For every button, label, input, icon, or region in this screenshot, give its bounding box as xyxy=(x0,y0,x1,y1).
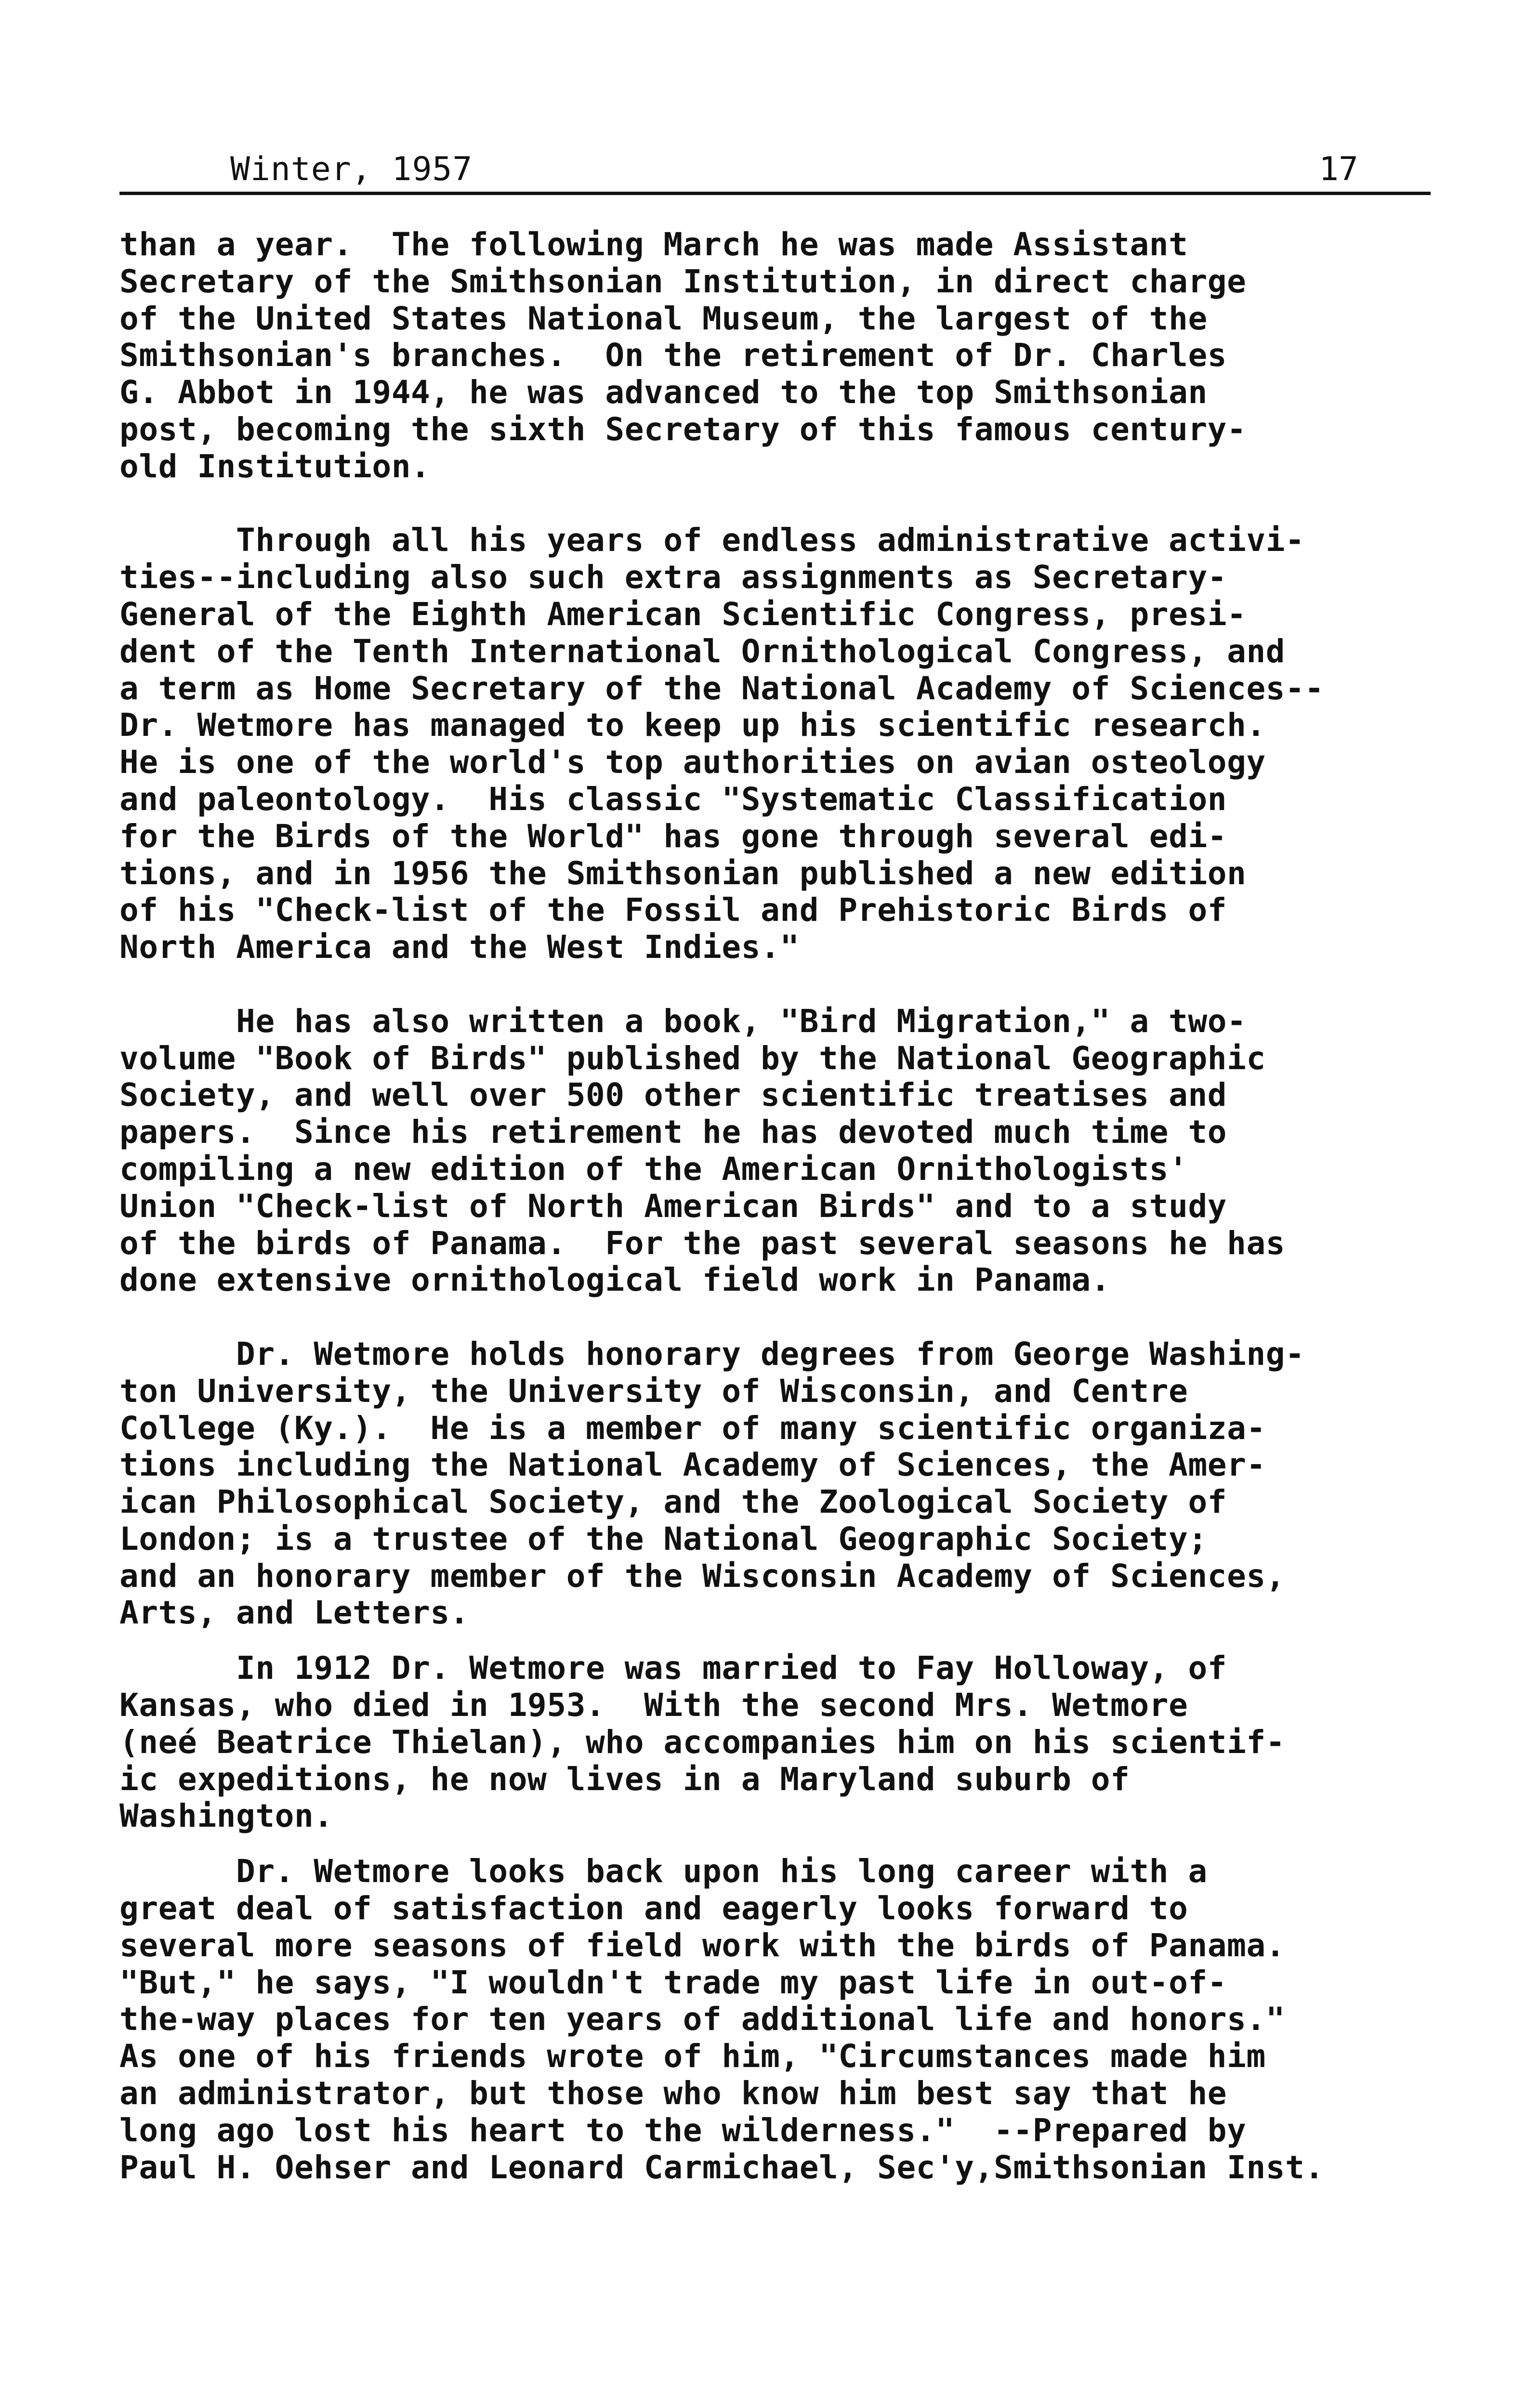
text-line: dent of the Tenth International Ornithological Congress, and xyxy=(119,632,1286,670)
running-title: Winter, 1957 xyxy=(230,150,473,188)
text-line: He is one of the world's top authorities on avian osteology xyxy=(119,744,1266,781)
header-rule xyxy=(119,192,1431,195)
paragraph xyxy=(119,522,1497,966)
text-line: London; is a trustee of the National Geographic Society; xyxy=(119,1520,1208,1557)
paragraph-gap xyxy=(119,966,1497,1003)
text-line: several more seasons of field work with the birds of Panama. xyxy=(119,1926,1286,1964)
text-line: Kansas, who died in 1953. With the second Mrs. Wetmore xyxy=(119,1687,1188,1724)
text-line: Union "Check-list of North American Birds" and to a study xyxy=(119,1187,1227,1225)
text-line: He has also written a book, "Bird Migration," a two- xyxy=(119,1002,1247,1040)
paragraph-gap xyxy=(119,485,1497,523)
text-line: College (Ky.). He is a member of many scientific organiza- xyxy=(119,1409,1266,1447)
text-line: of his "Check-list of the Fossil and Prehistoric Birds of xyxy=(119,891,1227,929)
paragraph-gap xyxy=(119,1835,1497,1853)
article-body xyxy=(119,226,1497,2186)
text-line: Smithsonian's branches. On the retirement of Dr. Charles xyxy=(119,337,1227,374)
paragraph-gap xyxy=(119,1632,1497,1650)
text-line: Through all his years of endless administrative activi- xyxy=(119,522,1305,559)
text-line: Secretary of the Smithsonian Institution, in direct charge xyxy=(119,262,1247,300)
paragraph xyxy=(119,1853,1497,2186)
text-line: tions including the National Academy of Sciences, the Amer- xyxy=(119,1446,1266,1484)
text-line: Dr. Wetmore looks back upon his long career with a xyxy=(119,1853,1208,1890)
text-line: compiling a new edition of the American Ornithologists' xyxy=(119,1150,1188,1188)
text-line: As one of his friends wrote of him, "Circumstances made him xyxy=(119,2038,1266,2075)
text-line: of the birds of Panama. For the past several seasons he has xyxy=(119,1224,1286,1262)
text-line: Paul H. Oehser and Leonard Carmichael, Sec'y,Smithsonian Inst. xyxy=(119,2148,1324,2186)
text-line: Dr. Wetmore has managed to keep up his scientific research. xyxy=(119,707,1266,744)
text-line: for the Birds of the World" has gone through several edi- xyxy=(119,817,1227,855)
text-line: In 1912 Dr. Wetmore was married to Fay Holloway, of xyxy=(119,1649,1227,1687)
text-line: North America and the West Indies." xyxy=(119,929,800,966)
text-line: Dr. Wetmore holds honorary degrees from George Washing- xyxy=(119,1335,1305,1373)
text-line: the-way places for ten years of additional life and honors." xyxy=(119,2001,1286,2038)
text-line: of the United States National Museum, the largest of the xyxy=(119,300,1208,337)
page-number: 17 xyxy=(1319,150,1358,188)
paragraph-gap xyxy=(119,1299,1497,1336)
text-line: done extensive ornithological field work in Panama. xyxy=(119,1261,1111,1299)
text-line: General of the Eighth American Scientific Congress, presi- xyxy=(119,595,1247,633)
text-line: ton University, the University of Wisconsin, and Centre xyxy=(119,1372,1188,1410)
paragraph xyxy=(119,1003,1497,1299)
paragraph xyxy=(119,1650,1497,1835)
text-line: papers. Since his retirement he has devoted much time to xyxy=(119,1113,1227,1151)
text-line: tions, and in 1956 the Smithsonian published a new edition xyxy=(119,854,1247,892)
page-header xyxy=(119,150,1431,189)
text-line: post, becoming the sixth Secretary of this famous century- xyxy=(119,410,1247,448)
text-line: a term as Home Secretary of the National Academy of Sciences-- xyxy=(119,669,1324,707)
paragraph xyxy=(119,1336,1497,1632)
text-line: Arts, and Letters. xyxy=(119,1594,470,1632)
text-line: than a year. The following March he was made Assistant xyxy=(119,226,1188,263)
text-line: (neé Beatrice Thielan), who accompanies him on his scientif- xyxy=(119,1723,1286,1761)
text-line: great deal of satisfaction and eagerly looks forward to xyxy=(119,1890,1188,1927)
text-line: an administrator, but those who know him best say that he xyxy=(119,2075,1227,2112)
text-line: Washington. xyxy=(119,1797,333,1835)
text-line: and an honorary member of the Wisconsin Academy of Sciences, xyxy=(119,1557,1286,1595)
text-line: Society, and well over 500 other scientific treatises and xyxy=(119,1076,1227,1114)
text-line: old Institution. xyxy=(119,447,431,485)
text-line: G. Abbot in 1944, he was advanced to the top Smithsonian xyxy=(119,374,1208,411)
text-line: volume "Book of Birds" published by the National Geographic xyxy=(119,1039,1266,1077)
text-line: ic expeditions, he now lives in a Maryland suburb of xyxy=(119,1760,1130,1798)
text-line: ican Philosophical Society, and the Zoological Society of xyxy=(119,1483,1227,1521)
text-line: and paleontology. His classic "Systematic Classification xyxy=(119,780,1227,818)
text-line: "But," he says, "I wouldn't trade my past life in out-of- xyxy=(119,1963,1227,2001)
text-line: ties--including also such extra assignments as Secretary- xyxy=(119,559,1227,596)
paragraph xyxy=(119,226,1497,485)
text-line: long ago lost his heart to the wilderness." --Prepared by xyxy=(119,2111,1247,2149)
